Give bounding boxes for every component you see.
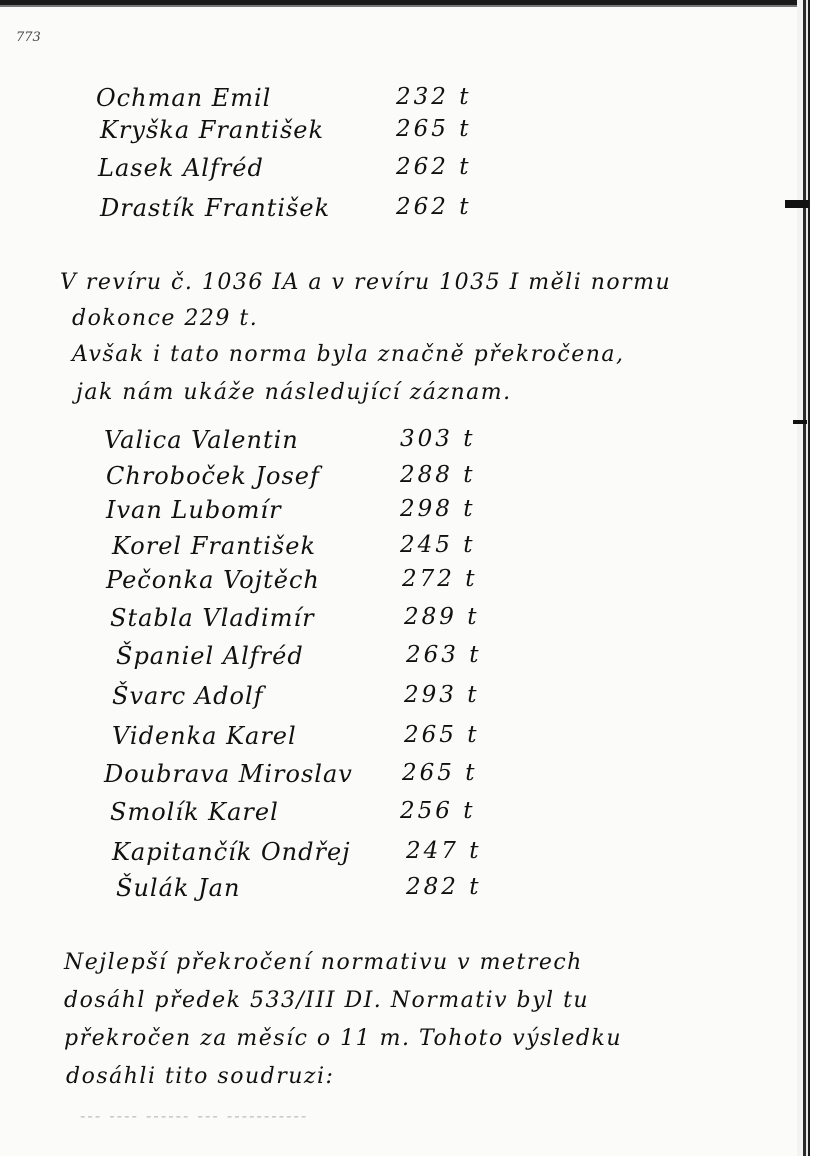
paragraph-line: dokonce 229 t. bbox=[72, 306, 259, 331]
tonnage-value: 262 t bbox=[396, 194, 472, 220]
list-item bbox=[98, 154, 498, 184]
page-binding-edge bbox=[797, 0, 813, 1156]
tonnage-value: 265 t bbox=[404, 722, 480, 748]
tonnage-value: 256 t bbox=[400, 798, 476, 824]
paragraph-line: Nejlepší překročení normativu v metrech bbox=[64, 950, 583, 975]
tonnage-value: 293 t bbox=[404, 682, 480, 708]
list-item bbox=[112, 532, 512, 562]
worker-name: Doubrava Miroslav bbox=[104, 760, 353, 788]
worker-name: Kryška František bbox=[100, 116, 325, 144]
worker-name: Švarc Adolf bbox=[112, 682, 264, 710]
worker-name: Ivan Lubomír bbox=[106, 496, 282, 524]
list-item bbox=[106, 566, 506, 596]
worker-name: Kapitančík Ondřej bbox=[112, 838, 351, 866]
paragraph-line: překročen za měsíc o 11 m. Tohoto výsledku bbox=[64, 1026, 622, 1051]
tonnage-value: 263 t bbox=[406, 642, 482, 668]
worker-name: Valica Valentin bbox=[104, 426, 299, 454]
paragraph-line: V revíru č. 1036 IA a v revíru 1035 I měli normu bbox=[60, 270, 672, 295]
worker-name: Chroboček Josef bbox=[106, 462, 320, 490]
worker-name: Lasek Alfréd bbox=[98, 154, 264, 182]
list-item bbox=[112, 722, 512, 752]
paragraph-line: Avšak i tato norma byla značně překročena, bbox=[72, 342, 625, 367]
list-item bbox=[104, 426, 504, 456]
worker-name: Ochman Emil bbox=[96, 84, 272, 112]
list-item bbox=[112, 682, 512, 712]
worker-name: Korel František bbox=[112, 532, 316, 560]
list-item bbox=[110, 798, 510, 828]
tonnage-value: 232 t bbox=[396, 84, 472, 110]
tonnage-value: 265 t bbox=[396, 116, 472, 142]
list-item bbox=[100, 116, 500, 146]
folio-number: 773 bbox=[16, 30, 41, 45]
tonnage-value: 282 t bbox=[406, 874, 482, 900]
tonnage-value: 262 t bbox=[396, 154, 472, 180]
tonnage-value: 303 t bbox=[400, 426, 476, 452]
worker-name: Videnka Karel bbox=[112, 722, 297, 750]
worker-name: Pečonka Vojtěch bbox=[106, 566, 320, 594]
tonnage-value: 288 t bbox=[400, 462, 476, 488]
list-item bbox=[106, 462, 506, 492]
tonnage-value: 298 t bbox=[400, 496, 476, 522]
list-item bbox=[112, 838, 512, 868]
list-item bbox=[116, 642, 516, 672]
list-item bbox=[110, 604, 510, 634]
binding-mark bbox=[785, 200, 809, 208]
paragraph-line: dosáhl předek 533/III DI. Normativ byl tu bbox=[64, 988, 590, 1013]
top-border bbox=[0, 0, 813, 9]
tonnage-value: 247 t bbox=[406, 838, 482, 864]
worker-name: Stabla Vladimír bbox=[110, 604, 315, 632]
paragraph-line: dosáhli tito soudruzi: bbox=[66, 1064, 335, 1089]
worker-name: Smolík Karel bbox=[110, 798, 279, 826]
faded-bleed-through-line: --- ---- ------ --- ----------- bbox=[80, 1106, 309, 1125]
tonnage-value: 265 t bbox=[402, 760, 478, 786]
worker-name: Šulák Jan bbox=[116, 874, 241, 902]
tonnage-value: 272 t bbox=[402, 566, 478, 592]
list-item bbox=[116, 874, 516, 904]
list-item bbox=[104, 760, 504, 790]
tonnage-value: 245 t bbox=[400, 532, 476, 558]
list-item bbox=[106, 496, 506, 526]
tonnage-value: 289 t bbox=[404, 604, 480, 630]
list-item bbox=[100, 194, 500, 224]
paragraph-line: jak nám ukáže následující záznam. bbox=[76, 380, 512, 405]
list-item bbox=[96, 84, 496, 114]
worker-name: Španiel Alfréd bbox=[116, 642, 304, 670]
binding-mark bbox=[793, 420, 807, 424]
worker-name: Drastík František bbox=[100, 194, 331, 222]
